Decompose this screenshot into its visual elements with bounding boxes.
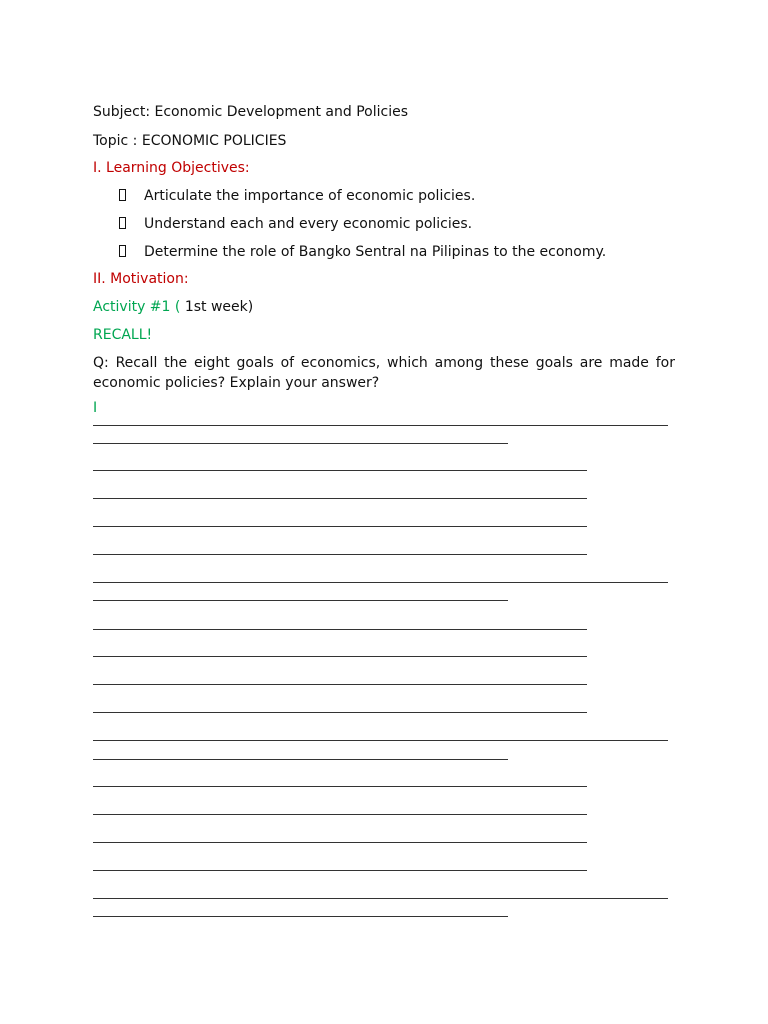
answer-blank-line (93, 814, 587, 815)
subject-label: Subject: (93, 104, 151, 120)
bullet-box-icon (119, 217, 126, 229)
topic-line (93, 131, 286, 151)
activity-label: Activity #1 ( (93, 299, 181, 315)
answer-blank-line (93, 916, 508, 917)
motivation-heading: II. Motivation: (93, 271, 189, 287)
answer-blank-line (93, 786, 587, 787)
answer-blank-line (93, 759, 508, 760)
objective-item-3: Determine the role of Bangko Sentral na Pilipinas to the economy. (144, 244, 607, 260)
answer-blank-line (93, 425, 668, 426)
answer-blank-line (93, 842, 587, 843)
subject-line (93, 102, 408, 122)
answer-blank-line (93, 470, 587, 471)
objective-item-1: Articulate the importance of economic policies. (144, 188, 476, 204)
bullet-box-icon (119, 189, 126, 201)
recall-heading: RECALL! (93, 327, 153, 343)
answer-blank-line (93, 443, 508, 444)
activity-line (93, 297, 253, 317)
answer-blank-line (93, 600, 508, 601)
answer-blank-line (93, 582, 668, 583)
answer-blank-line (93, 526, 587, 527)
topic-value: ECONOMIC POLICIES (141, 133, 287, 149)
topic-label: Topic : (93, 133, 138, 149)
objective-item-2: Understand each and every economic policies. (144, 216, 473, 232)
answer-blank-line (93, 740, 668, 741)
bullet-box-icon (119, 245, 126, 257)
answer-blank-line (93, 684, 587, 685)
answer-blank-line (93, 712, 587, 713)
question-text: Q: Recall the eight goals of economics, which among these goals are made for economic policies? Explain your answer? (93, 355, 675, 391)
answer-blank-line (93, 629, 587, 630)
answer-blank-line (93, 898, 668, 899)
activity-week: 1st week) (184, 299, 254, 315)
answer-blank-line (93, 656, 587, 657)
learning-objectives-heading: I. Learning Objectives: (93, 160, 250, 176)
answer-blank-line (93, 554, 587, 555)
answer-marker: I (93, 400, 98, 416)
answer-blank-line (93, 498, 587, 499)
answer-blank-line (93, 870, 587, 871)
subject-value: Economic Development and Policies (154, 104, 409, 120)
